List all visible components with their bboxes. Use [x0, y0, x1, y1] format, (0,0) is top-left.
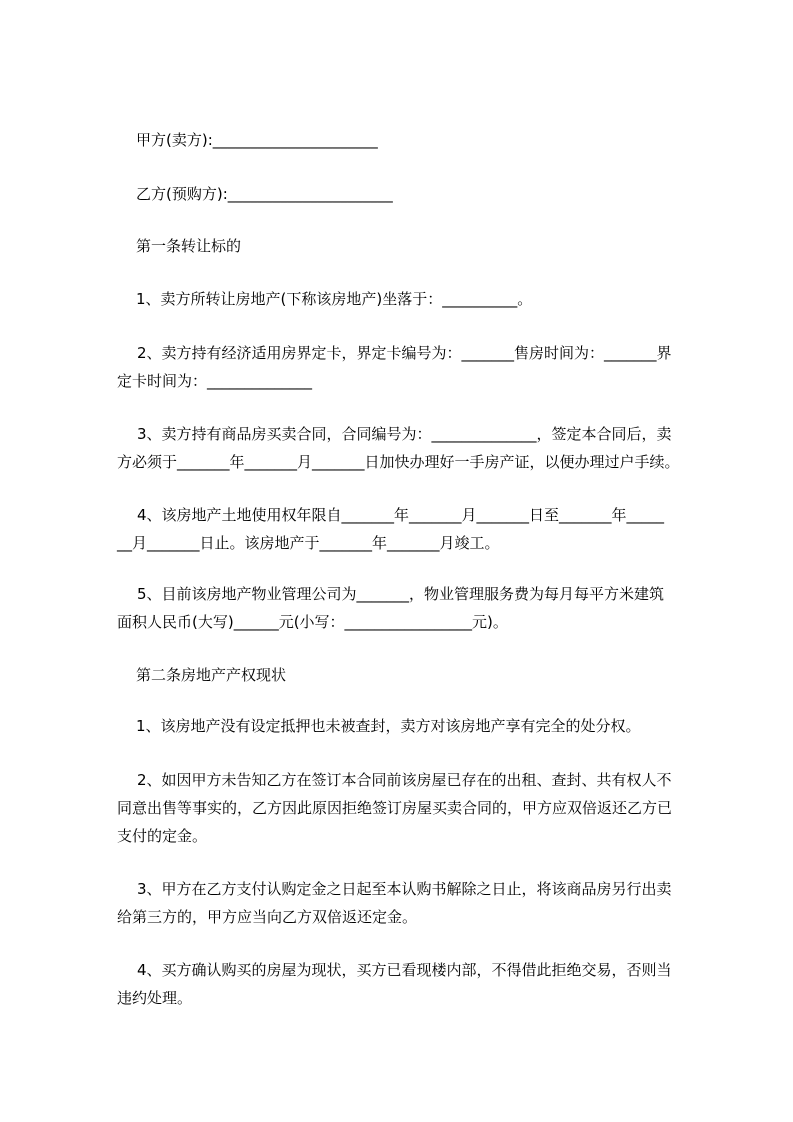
party-b-line: 乙方(预购方):______________________: [136, 185, 393, 203]
article-2-clause-1: 1、该房地产没有设定抵押也未被查封，卖方对该房地产享有完全的处分权。: [136, 717, 641, 735]
article-1-clause-2-line-1: 2、卖方持有经济适用房界定卡，界定卡编号为：_______售房时间为：_______界: [137, 344, 672, 362]
article-1-clause-4-line-1: 4、该房地产土地使用权年限自_______年_______月_______日至_______年_____: [137, 506, 665, 524]
article-1-title: 第一条转让标的: [136, 237, 242, 255]
article-2-clause-2-line-3: 支付的定金。: [117, 827, 208, 845]
article-2-clause-4-line-1: 4、买方确认购买的房屋为现状，买方已看现楼内部，不得借此拒绝交易，否则当: [137, 961, 672, 979]
article-2-clause-2-line-2: 同意出售等事实的，乙方因此原因拒绝签订房屋买卖合同的，甲方应双倍返还乙方已: [117, 799, 673, 817]
party-a-line: 甲方(卖方):______________________: [136, 131, 378, 149]
article-1-clause-5-line-1: 5、目前该房地产物业管理公司为_______，物业管理服务费为每月每平方米建筑: [137, 585, 665, 603]
article-2-clause-3-line-1: 3、甲方在乙方支付认购定金之日起至本认购书解除之日止，将该商品房另行出卖: [137, 880, 672, 898]
article-2-clause-3-line-2: 给第三方的，甲方应当向乙方双倍返还定金。: [117, 908, 418, 926]
article-2-title: 第二条房地产产权现状: [136, 666, 287, 684]
article-1-clause-2-line-2: 定卡时间为：______________: [117, 372, 313, 390]
article-1-clause-3-line-2: 方必须于_______年_______月_______日加快办理好一手房产证，以便办理过户手续。: [117, 453, 680, 471]
article-1-clause-1: 1、卖方所转让房地产(下称该房地产)坐落于：__________。: [136, 290, 533, 308]
article-1-clause-5-line-2: 面积人民币(大写)______元(小写：_________________元)。: [117, 613, 508, 631]
article-2-clause-2-line-1: 2、如因甲方未告知乙方在签订本合同前该房屋已存在的出租、查封、共有权人不: [137, 771, 672, 789]
article-1-clause-3-line-1: 3、卖方持有商品房买卖合同，合同编号为：______________，签定本合同后，卖: [137, 425, 672, 443]
article-1-clause-4-line-2: __月_______日止。该房地产于_______年_______月竣工。: [117, 534, 500, 552]
article-2-clause-4-line-2: 违约处理。: [117, 989, 193, 1007]
